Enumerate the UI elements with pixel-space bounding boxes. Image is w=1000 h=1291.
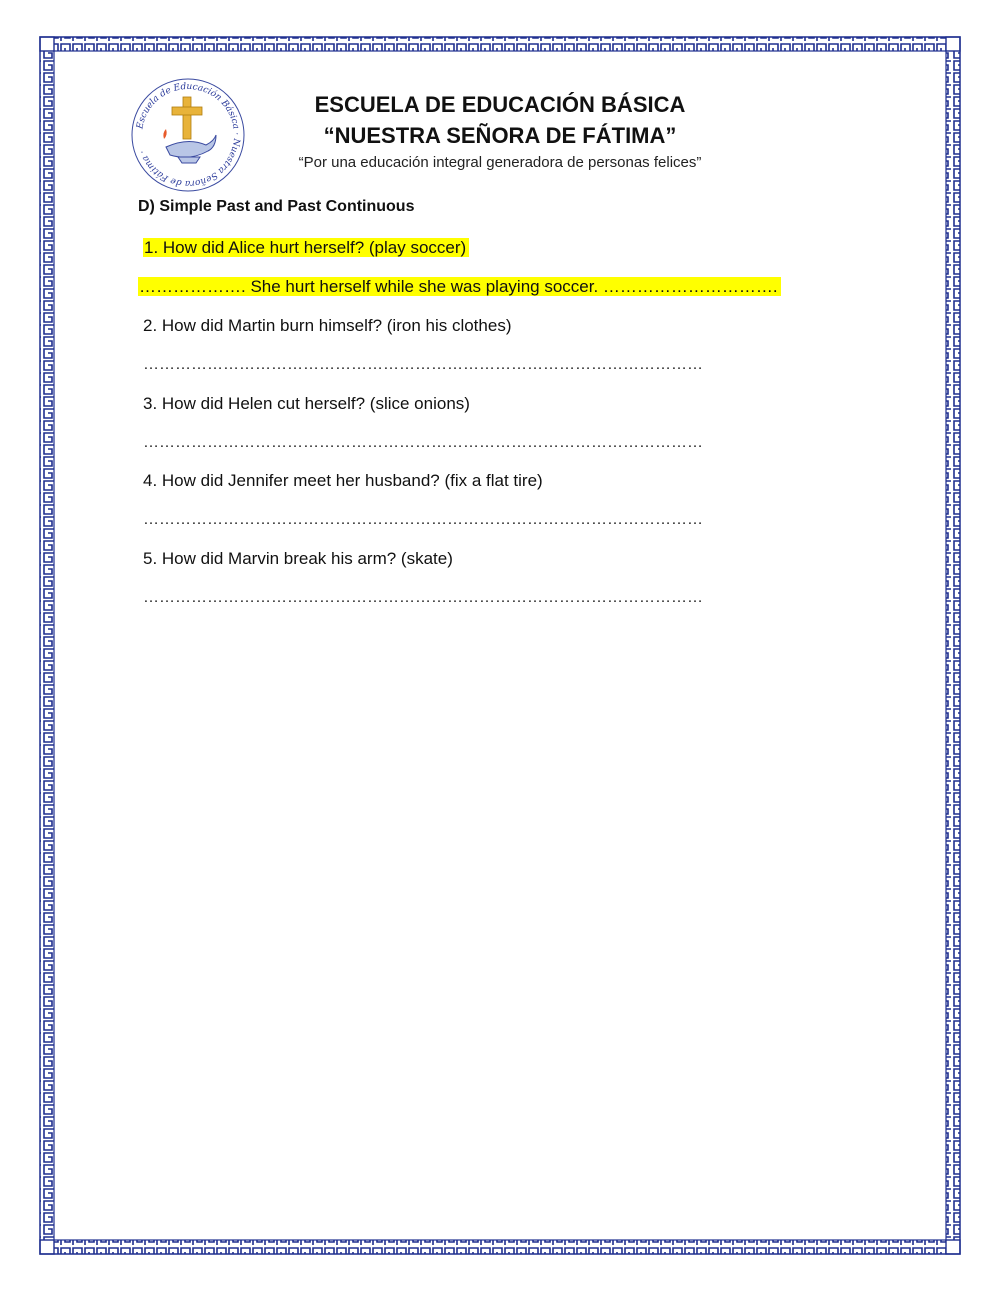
school-motto: “Por una educación integral generadora de personas felices” bbox=[298, 154, 702, 171]
example-question-text: 1. How did Alice hurt herself? (play soccer) bbox=[143, 238, 469, 257]
answer-blank-2[interactable]: …………………………………………………………………………………………… bbox=[143, 356, 703, 373]
answer-blank-3[interactable]: …………………………………………………………………………………………… bbox=[143, 434, 703, 451]
question-5: 5. How did Marvin break his arm? (skate) bbox=[143, 549, 453, 568]
question-2: 2. How did Martin burn himself? (iron his clothes) bbox=[143, 316, 512, 335]
school-name-line1: ESCUELA DE EDUCACIÓN BÁSICA bbox=[314, 92, 686, 117]
svg-text:Escuela de Educación Básica ·: Escuela de Educación Básica · Nuestra Señora de Fátima · bbox=[135, 81, 242, 189]
school-logo-icon bbox=[128, 75, 248, 195]
question-4: 4. How did Jennifer meet her husband? (fix a flat tire) bbox=[143, 471, 543, 490]
question-3: 3. How did Helen cut herself? (slice onions) bbox=[143, 394, 470, 413]
school-name-line2: “NUESTRA SEÑORA DE FÁTIMA” bbox=[323, 123, 677, 148]
section-title: D) Simple Past and Past Continuous bbox=[138, 198, 415, 215]
example-answer bbox=[138, 275, 781, 299]
answer-blank-5[interactable]: …………………………………………………………………………………………… bbox=[143, 589, 703, 606]
example-question bbox=[143, 236, 469, 260]
school-header bbox=[250, 90, 750, 174]
answer-blank-4[interactable]: …………………………………………………………………………………………… bbox=[143, 511, 703, 528]
example-answer-text: ………………. She hurt herself while she was playing soccer. …………………………. bbox=[138, 277, 781, 296]
